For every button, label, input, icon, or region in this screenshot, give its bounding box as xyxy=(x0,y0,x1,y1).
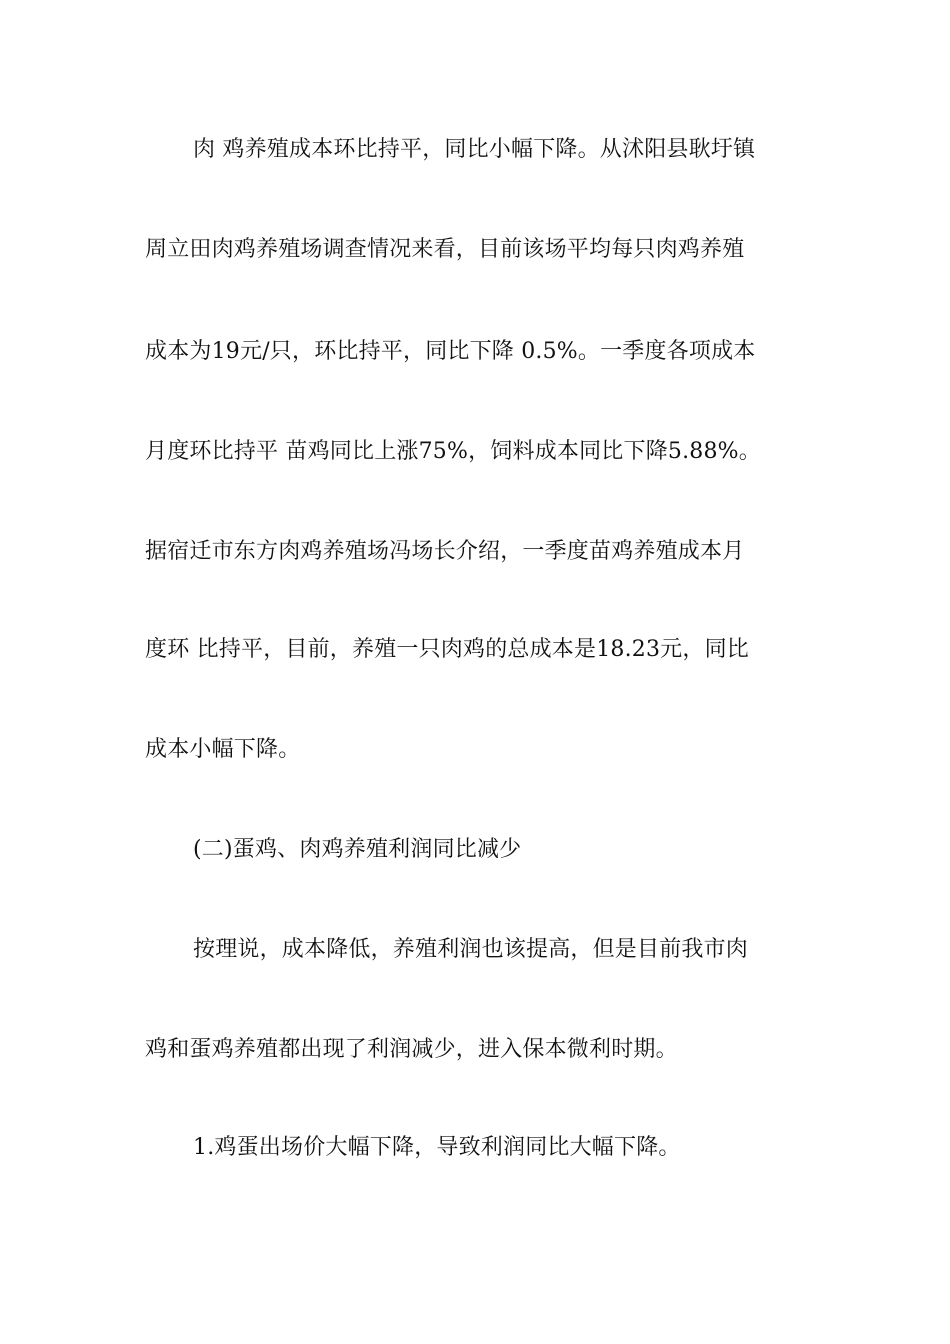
paragraph-line: 鸡和蛋鸡养殖都出现了利润减少，进入保本微利时期。 xyxy=(145,1037,678,1062)
section-heading: (二)蛋鸡、肉鸡养殖利润同比减少 xyxy=(193,837,522,862)
paragraph-line: 据宿迁市东方肉鸡养殖场冯场长介绍，一季度苗鸡养殖成本月 xyxy=(145,539,745,564)
paragraph-line: 月度环比持平 苗鸡同比上涨75%，饲料成本同比下降5.88%。 xyxy=(145,439,761,464)
paragraph-line: 按理说，成本降低，养殖利润也该提高，但是目前我市肉 xyxy=(193,937,749,962)
paragraph-line: 成本为19元/只，环比持平，同比下降 0.5%。一季度各项成本 xyxy=(145,339,756,364)
paragraph-line: 度环 比持平，目前，养殖一只肉鸡的总成本是18.23元，同比 xyxy=(145,637,749,662)
paragraph-line: 肉 鸡养殖成本环比持平，同比小幅下降。从沭阳县耿圩镇 xyxy=(193,137,756,162)
paragraph-line: 成本小幅下降。 xyxy=(145,737,301,762)
numbered-item: 1.鸡蛋出场价大幅下降，导致利润同比大幅下降。 xyxy=(193,1135,681,1160)
paragraph-line: 周立田肉鸡养殖场调查情况来看，目前该场平均每只肉鸡养殖 xyxy=(145,237,745,262)
